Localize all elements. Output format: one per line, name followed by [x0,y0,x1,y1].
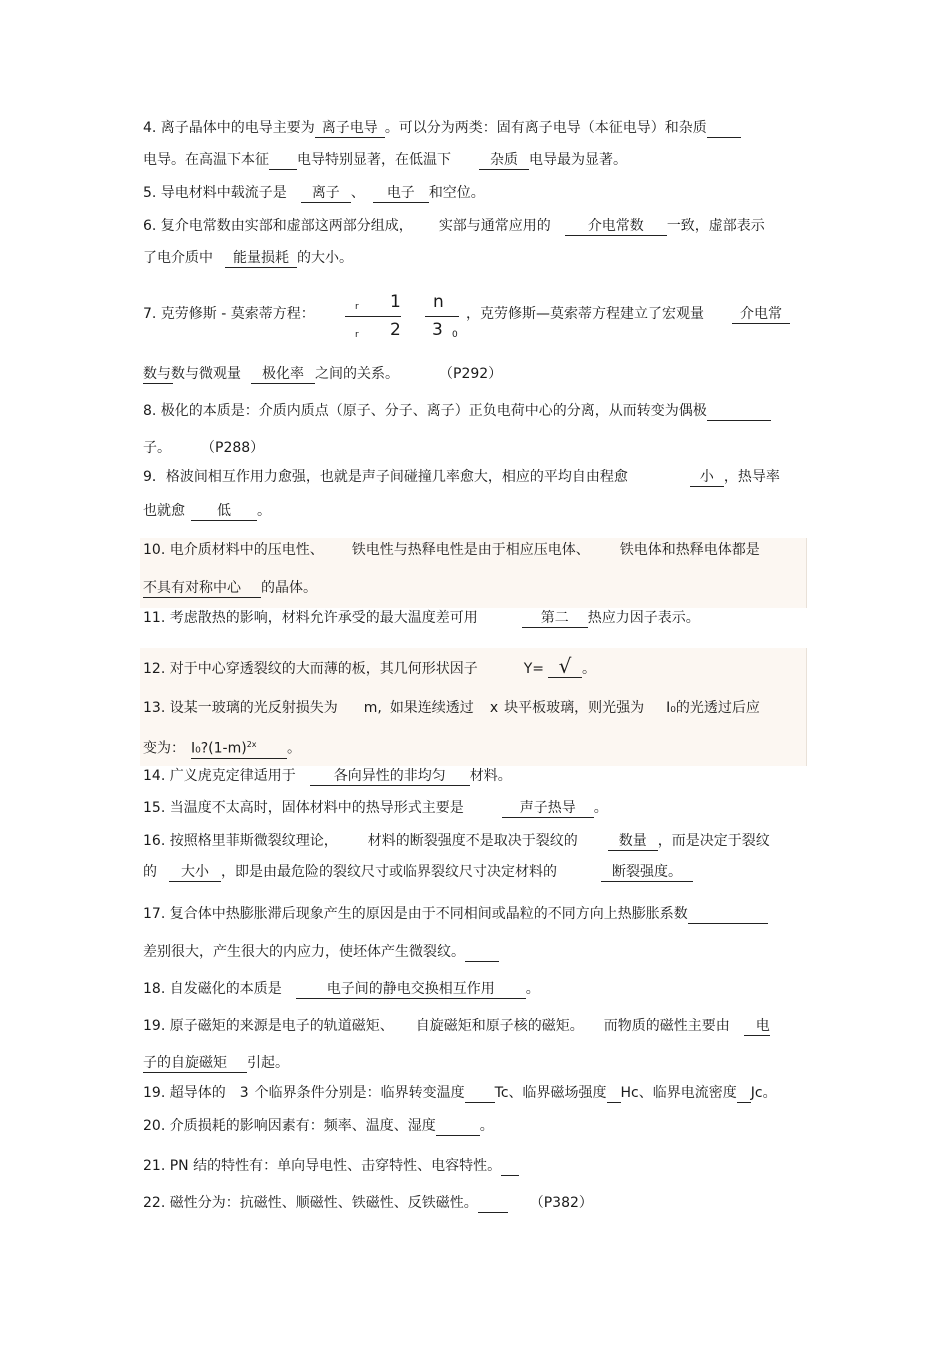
q6-line1: 6. 复介电常数由实部和虚部这两部分组成， 实部与通常应用的 介电常数 一致，虚部表示 [143,218,765,234]
q6-line2: 了电介质中 能量损耗 的大小。 [143,250,353,266]
q18-blank: 电子间的静电交换相互作用 [296,980,526,999]
q6-blank-1: 介电常数 [565,217,667,236]
q4-line2: 电导。在高温下本征 电导特别显著，在低温下 杂质 电导最为显著。 [143,152,627,168]
q10-line2: 不具有对称中心 的晶体。 [143,580,317,596]
q22-line: 22. 磁性分为：抗磁性、顺磁性、铁磁性、反铁磁性。 （P382） [143,1195,593,1211]
q4-blank-1: 离子电导 [315,119,385,138]
q7-label: 7. 克劳修斯 - 莫索蒂方程： [143,306,315,322]
q11-line: 11. 考虑散热的影响，材料允许承受的最大温度差可用 第二 热应力因子表示。 [143,610,700,626]
q7-fraction-bar-2 [425,316,459,317]
q9-blank-1: 小 [690,468,724,487]
q7-blank-1: 介电常 [732,305,790,324]
q16-blank-3: 断裂强度。 [601,863,693,882]
q20-line: 20. 介质损耗的影响因素有：频率、温度、湿度 。 [143,1118,494,1134]
q19-line2: 子的自旋磁矩 引起。 [143,1055,289,1071]
sqrt-symbol: √ [548,655,582,678]
q5-blank-1: 离子 [301,184,351,203]
q8-line1: 8. 极化的本质是：介质内质点（原子、分子、离子）正负电荷中心的分离，从而转变为偶极 [143,401,771,421]
q7-formula: r 1 n r 2 3 0 [345,290,465,346]
q12-line: 12. 对于中心穿透裂纹的大而薄的板，其几何形状因子 Y= √ 。 [143,654,597,678]
q7-fraction-bar-1 [345,316,401,317]
q9-line2: 也就愈 低 。 [143,503,271,519]
q4-blank-2 [707,119,741,138]
q13-blank: $I_0?(1-m)^{2x}$ [191,736,287,759]
q18-line: 18. 自发磁化的本质是 电子间的静电交换相互作用 。 [143,981,540,997]
q15-line: 15. 当温度不太高时，固体材料中的热导形式主要是 声子热导 。 [143,800,608,816]
q9-blank-2: 低 [191,502,257,521]
q16-blank-1: 数量 [608,832,658,851]
q7-blank-2: 极化率 [251,365,315,384]
q13-line1: 13. 设某一玻璃的光反射损失为 m, 如果连续透过 x 块平板玻璃，则光强为 I₀的光透过后应 [143,700,760,716]
q6-blank-2: 能量损耗 [225,249,297,268]
q14-line: 14. 广义虎克定律适用于 各向异性的非均匀 材料。 [143,768,512,784]
q17-line2: 差别很大，产生很大的内应力，使坯体产生微裂纹。 [143,942,499,962]
q21-line: 21. PN 结的特性有：单向导电性、击穿特性、电容特性。 [143,1156,519,1176]
q10-blank: 不具有对称中心 [143,579,261,598]
q13-line2: 变为： $I_0?(1-m)^{2x}$ 。 [143,736,301,759]
q16-line1: 16. 按照格里菲斯微裂纹理论， 材料的断裂强度不是取决于裂纹的 数量 ，而是决定于裂纹 [143,833,770,849]
q15-blank: 声子热导 [502,799,594,818]
q5-blank-2: 电子 [373,184,429,203]
q11-blank: 第二 [522,609,588,628]
q16-blank-2: 大小 [169,863,221,882]
q19b-line: 19. 超导体的 3 个临界条件分别是：临界转变温度 Tc、临界磁场强度 Hc、临界电流密度 Jc。 [143,1085,777,1101]
q17-line1: 17. 复合体中热膨胀滞后现象产生的原因是由于不同相间或晶粒的不同方向上热膨胀系数 [143,904,768,924]
q9-line1: 9．格波间相互作用力愈强，也就是声子间碰撞几率愈大，相应的平均自由程愈 小 ，热导率 [143,469,780,485]
q16-line2: 的 大小 ，即是由最危险的裂纹尺寸或临界裂纹尺寸决定材料的 断裂强度。 [143,862,693,882]
q5-line: 5. 导电材料中载流子是 离子 、 电子 和空位。 [143,185,485,201]
q7-tail: ，克劳修斯—莫索蒂方程建立了宏观量 介电常 [466,304,790,324]
q4-blank-3: 杂质 [479,151,529,170]
q7-line2: 数与数与微观量 极化率 之间的关系。 （P292） [143,366,503,382]
q19-line1: 19. 原子磁矩的来源是电子的轨道磁矩、 自旋磁矩和原子核的磁矩。 而物质的磁性主要由 电 [143,1018,770,1034]
q8-line2: 子。 （P288） [143,440,265,456]
q10-line1: 10. 电介质材料中的压电性、 铁电性与热释电性是由于相应压电体、 铁电体和热释电体都是 [143,542,760,558]
q19-blank: 电 [744,1017,770,1036]
q14-blank: 各向异性的非均匀 [310,767,470,786]
q4-line1: 4. 离子晶体中的电导主要为 离子电导 。可以分为两类：固有离子电导（本征电导）和杂质 [143,118,741,138]
